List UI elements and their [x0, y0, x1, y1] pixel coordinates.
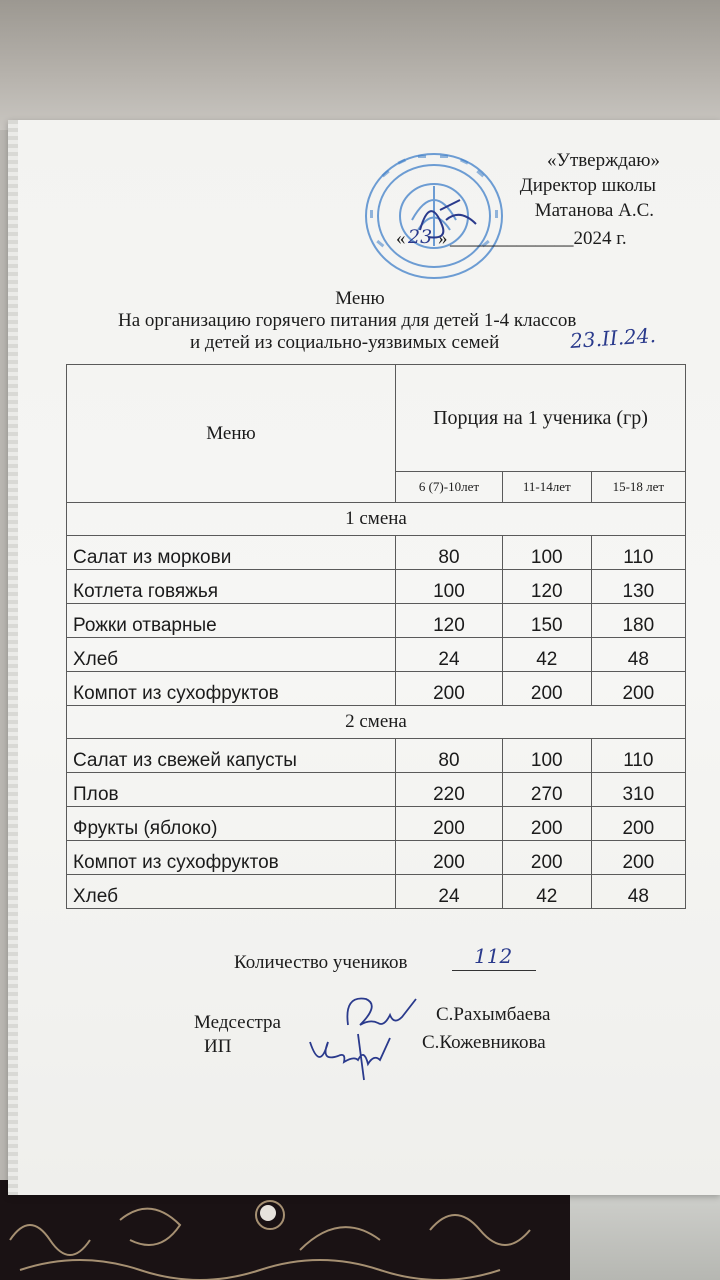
- portion-value: 200: [591, 672, 685, 706]
- dish-name: Салат из свежей капусты: [67, 739, 396, 773]
- column-header-portion: Порция на 1 ученика (гр): [396, 365, 686, 472]
- table-row: [67, 672, 686, 706]
- approval-date-year: _____________2024 г.: [450, 228, 627, 249]
- table-row: [67, 841, 686, 875]
- table-row: [67, 638, 686, 672]
- age-group-header: 6 (7)-10лет: [396, 472, 503, 503]
- ip-name: С.Кожевникова: [422, 1032, 546, 1053]
- approval-date-close: »: [438, 228, 448, 249]
- portion-value: 48: [591, 875, 685, 909]
- portion-value: 100: [502, 739, 591, 773]
- portion-value: 120: [502, 570, 591, 604]
- portion-value: 24: [396, 875, 503, 909]
- document-subtitle-line1: На организацию горячего питания для детей 1-4 классов: [118, 310, 577, 331]
- column-header-menu: Меню: [67, 365, 396, 503]
- approval-director-name: Матанова А.С.: [534, 200, 654, 221]
- shift-header: 1 смена: [67, 503, 686, 536]
- age-group-header: 15-18 лет: [591, 472, 685, 503]
- dish-name: Рожки отварные: [67, 604, 396, 638]
- portion-value: 110: [591, 536, 685, 570]
- portion-value: 270: [502, 773, 591, 807]
- portion-value: 48: [591, 638, 685, 672]
- document-subtitle-line2: и детей из социально-уязвимых семей: [190, 332, 500, 353]
- portion-value: 180: [591, 604, 685, 638]
- portion-value: 120: [396, 604, 503, 638]
- portion-value: 100: [396, 570, 503, 604]
- table-row: [67, 536, 686, 570]
- approval-heading: «Утверждаю»: [547, 150, 660, 171]
- portion-value: 200: [502, 841, 591, 875]
- portion-value: 42: [502, 638, 591, 672]
- table-row: [67, 807, 686, 841]
- handwritten-date: 23.II.24.: [569, 323, 657, 353]
- portion-value: 200: [502, 807, 591, 841]
- dish-name: Компот из сухофруктов: [67, 672, 396, 706]
- portion-value: 200: [591, 841, 685, 875]
- approval-date-day: 23: [408, 226, 433, 248]
- portion-value: 80: [396, 536, 503, 570]
- portion-value: 150: [502, 604, 591, 638]
- dish-name: Салат из моркови: [67, 536, 396, 570]
- portion-value: 80: [396, 739, 503, 773]
- portion-value: 200: [502, 672, 591, 706]
- menu-table: [66, 364, 686, 909]
- age-group-header: 11-14лет: [502, 472, 591, 503]
- director-signature: [410, 190, 490, 250]
- ip-role: ИП: [204, 1036, 232, 1057]
- nurse-role: Медсестра: [194, 1012, 281, 1033]
- portion-value: 130: [591, 570, 685, 604]
- portion-value: 200: [396, 807, 503, 841]
- dish-name: Хлеб: [67, 638, 396, 672]
- dish-name: Компот из сухофруктов: [67, 841, 396, 875]
- background-window: [570, 1190, 720, 1280]
- portion-value: 200: [396, 672, 503, 706]
- background-wall: [0, 0, 720, 130]
- fabric-ornament: [0, 1180, 580, 1280]
- table-row: [67, 604, 686, 638]
- portion-value: 42: [502, 875, 591, 909]
- ip-signature: [302, 1024, 392, 1084]
- portion-value: 310: [591, 773, 685, 807]
- dish-name: Котлета говяжья: [67, 570, 396, 604]
- portion-value: 220: [396, 773, 503, 807]
- table-row: [67, 739, 686, 773]
- portion-value: 200: [396, 841, 503, 875]
- document-title: Меню: [335, 288, 385, 309]
- shift-header: 2 смена: [67, 706, 686, 739]
- approval-date-open: «: [396, 228, 406, 249]
- portion-value: 110: [591, 739, 685, 773]
- students-count-value: 112: [474, 944, 513, 968]
- portion-value: 24: [396, 638, 503, 672]
- dish-name: Хлеб: [67, 875, 396, 909]
- dish-name: Плов: [67, 773, 396, 807]
- nurse-name: С.Рахымбаева: [436, 1004, 551, 1025]
- table-row: [67, 570, 686, 604]
- binder-edge: [8, 120, 18, 1195]
- table-row: [67, 773, 686, 807]
- approval-position: Директор школы: [519, 175, 656, 196]
- table-row: [67, 875, 686, 909]
- dish-name: Фрукты (яблоко): [67, 807, 396, 841]
- students-count-label: Количество учеников: [234, 952, 408, 973]
- portion-value: 100: [502, 536, 591, 570]
- portion-value: 200: [591, 807, 685, 841]
